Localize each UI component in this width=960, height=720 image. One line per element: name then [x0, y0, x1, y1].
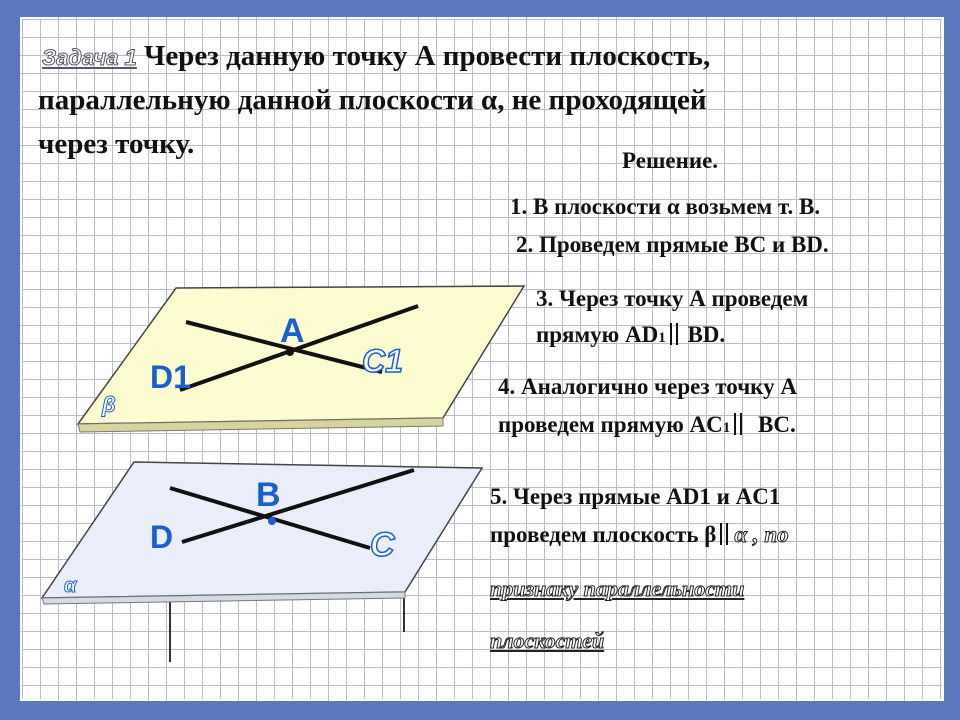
step-4-line1: 4. Аналогично через точку А [498, 374, 797, 399]
step-5-line3: признаку параллельности [490, 576, 745, 601]
step-3-line1: 3. Через точку А проведем [536, 286, 809, 311]
label-A: A [280, 312, 305, 350]
step-4-sub: 1 [722, 420, 731, 436]
label-D: D [150, 519, 174, 555]
solution-heading: Решение. [622, 148, 719, 173]
label-B: B [256, 476, 281, 514]
label-C: C [370, 526, 395, 564]
step-5-text-a: проведем плоскость β [490, 522, 717, 547]
step-1: 1. В плоскости α возьмем т. В. [510, 194, 821, 219]
point-B-dot [268, 517, 276, 525]
task-title-line3: через точку. [38, 128, 195, 160]
step-5-line4: плоскостей [490, 628, 605, 653]
step-3-text-a: прямую AD [536, 322, 659, 347]
step-4-text-b: BC. [752, 412, 796, 437]
step-5-line1: 5. Через прямые AD1 и AC1 [490, 484, 781, 509]
plane-beta [78, 286, 524, 424]
step-5-text-b: α , по [734, 522, 789, 547]
task-label[interactable]: Задача 1 [42, 45, 137, 70]
label-alpha: α [64, 575, 77, 597]
step-2: 2. Проведем прямые ВС и ВD. [516, 232, 829, 257]
label-beta: β [102, 392, 116, 417]
label-D1: D1 [150, 359, 191, 395]
step-4-text-a: проведем прямую AC [498, 412, 723, 437]
step-3-text-b: BD. [681, 322, 726, 347]
task-title-line2: параллельную данной плоскости α, не проходящей [38, 84, 707, 116]
task-text-1: Через данную точку А провести плоскость, [144, 40, 711, 72]
label-C1: C1 [362, 343, 403, 379]
step-3-sub: 1 [658, 330, 666, 346]
